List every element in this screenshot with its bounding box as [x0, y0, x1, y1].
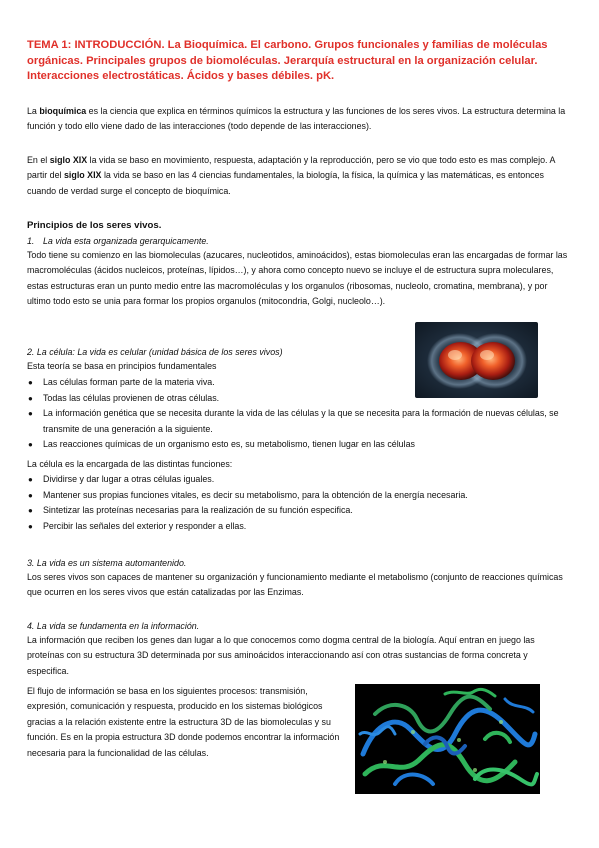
protein-structure-image — [355, 684, 540, 794]
cell-functions-list — [27, 472, 572, 534]
bold-term: siglo XIX — [49, 155, 88, 165]
protein-3d-illustration — [355, 684, 540, 794]
bullet-icon: ● — [28, 475, 33, 484]
bullet-icon: ● — [28, 409, 33, 419]
text-span: En el — [27, 155, 50, 165]
principle-3-text: Los seres vivos son capaces de mantener su organización y funcionamiento mediante el metabolismo (conjunto de reacciones químicas que ocurren en los seres vivos que están catalizadas por las Enzimas. — [27, 572, 563, 598]
bullet-icon: ● — [28, 378, 33, 387]
principle-1-title — [27, 234, 209, 248]
principle-number: 1. — [27, 236, 35, 246]
document-title: TEMA 1: INTRODUCCIÓN. La Bioquímica. El carbono. Grupos funcionales y familias de moléculas orgánicas. Principales grupos de biomoléculas. Jerarquía estructural en la organización celular. Interacciones electrostáticas. Ácidos y bases débiles. pK. — [27, 39, 548, 82]
list-item-text: Las reacciones químicas de un organismo esto es, su metabolismo, tienen lugar en las células — [43, 439, 415, 450]
list-item — [27, 519, 572, 535]
principle-title-text: La vida esta organizada gerarquicamente. — [43, 236, 209, 246]
bold-term: bioquímica — [39, 106, 87, 116]
text-span: la vida se baso en las 4 ciencias fundamentales, la biología, la física, la química y las matemáticas, es entonces cuando de verdad surge el concepto de bioquímica. — [27, 170, 544, 196]
bullet-icon: ● — [28, 506, 33, 516]
list-item — [27, 503, 572, 519]
bullet-icon: ● — [28, 440, 33, 450]
principle-4-text: La información que reciben los genes dan lugar a lo que conocemos como dogma central de la biología. Aquí entran en juego las proteínas con su estructura 3D determinada por sus aminoácidos interaccionando así con otras sustancias de forma concreta y especifica. — [27, 635, 535, 676]
cell-theory-list — [27, 375, 572, 453]
list-item-text: Sintetizar las proteínas necesarias para la realización de su función especifica. — [43, 505, 353, 516]
list-item-text: Mantener sus propias funciones vitales, es decir su metabolismo, para la obtención de la energía necesaria. — [43, 489, 468, 500]
text-span: la vida se baso en movimiento, respuesta, adaptación y la reproducción, pero se vio que todo esto es mas complejo. A partir del — [27, 155, 555, 181]
list-item-text: Dividirse y dar lugar a otras células iguales. — [43, 474, 215, 484]
principle-2-title: 2. La célula: La vida es celular (unidad básica de los seres vivos) — [27, 347, 283, 357]
bullet-icon: ● — [28, 393, 33, 403]
cell-functions-intro: La célula es la encargada de las distintas funciones: — [27, 459, 233, 469]
bullet-icon: ● — [28, 521, 33, 531]
list-item-text: Percibir las señales del exterior y responder a ellas. — [43, 520, 247, 531]
text-span: La — [27, 106, 40, 116]
list-item — [27, 472, 572, 488]
list-item — [27, 488, 572, 504]
list-item — [27, 406, 572, 437]
principle-4-text-2: El flujo de información se basa en los siguientes procesos: transmisión, expresión, comunicación y respuesta, producido en los sistemas biológicos gracias a la relación existente entre la estructura 3D de las biomoleculas y su función. Es en la propia estructura 3D donde podemos encontrar la información necesaria para la funcionalidad de las células. — [27, 686, 340, 758]
principle-3-title: 3. La vida es un sistema automantenido. — [27, 558, 187, 568]
intro-paragraph-1 — [27, 104, 572, 135]
text-span: es la ciencia que explica en términos químicos la estructura y las funciones de los seres vivos. La estructura determina la función y todo ello viene dado de las interacciones (todo depende de las interacciones). — [27, 106, 566, 132]
section-heading: Principios de los seres vivos. — [27, 220, 162, 231]
principle-2-intro: Esta teoría se basa en principios fundamentales — [27, 361, 217, 371]
bullet-icon: ● — [28, 490, 33, 500]
list-item — [27, 375, 572, 391]
list-item — [27, 391, 572, 407]
principle-1-text: Todo tiene su comienzo en las biomoleculas (azucares, nucleotidos, aminoácidos), estas biomoleculas eran las encargadas de formar las macromoléculas (ácidos nucleicos, proteínas, lípidos…), y ahora como concepto nuevo se incluye el de estructura supra moleculares, estas estructuras eran un punto medio entre las macromoléculas y los organulos (ribosomas, nucleolo, cromatina, membrana), y por ultimo todo esto se unia para formar los propios organulos (mitocondria, Golgi, nucleolo…). — [27, 250, 568, 307]
list-item-text: Las células forman parte de la materia viva. — [43, 377, 215, 387]
intro-paragraph-2 — [27, 153, 572, 199]
list-item-text: Todas las células provienen de otras células. — [43, 392, 220, 403]
list-item-text: La información genética que se necesita durante la vida de las células y la que se necesita para la formación de nuevas células, se transmite de una generación a la siguiente. — [43, 408, 559, 434]
principle-4-title: 4. La vida se fundamenta en la información. — [27, 621, 200, 631]
bold-term: siglo XIX — [64, 170, 102, 181]
list-item — [27, 437, 572, 453]
